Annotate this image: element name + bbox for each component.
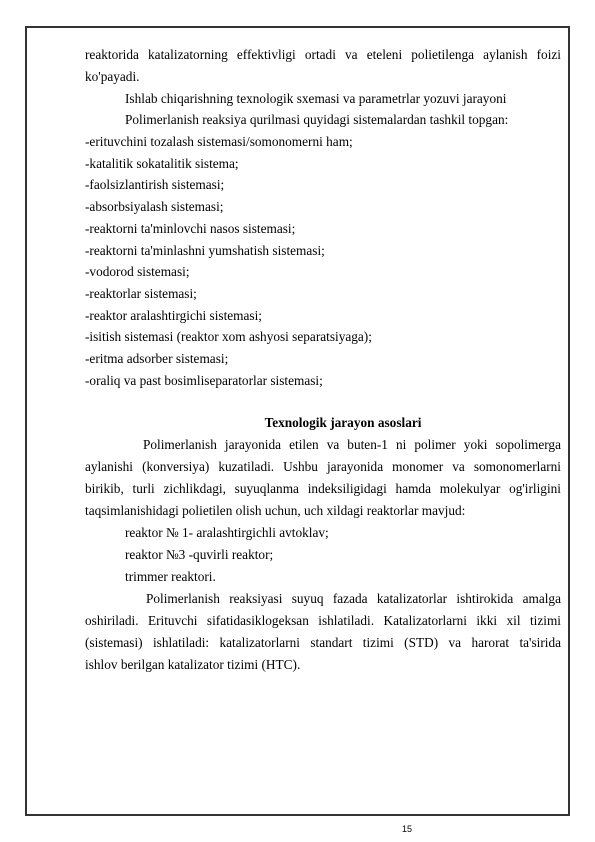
- list-item: -faolsizlantirish sistemasi;: [85, 177, 225, 193]
- reactor-item: reaktor №3 -quvirli reaktor;: [125, 547, 274, 563]
- reactor-item: trimmer reaktori.: [125, 569, 216, 585]
- paragraph-2-line-4: taqsimlanishidagi polietilen olish uchun, uch xildagi reaktorlar mavjud:: [85, 503, 466, 519]
- list-item: -reaktorni ta'minlashni yumshatish sistemasi;: [85, 242, 325, 258]
- list-item: -absorbsiyalash sistemasi;: [85, 199, 224, 215]
- list-item: -erituvchini tozalash sistemasi/somonomerni ham;: [85, 134, 353, 150]
- list-item: -reaktorni ta'minlovchi nasos sistemasi;: [85, 220, 296, 236]
- list-item: -reaktorlar sistemasi;: [85, 285, 197, 301]
- paragraph-3-line-4: ishlov berilgan katalizator tizimi (HTC).: [85, 657, 301, 673]
- section-heading: Texnologik jarayon asoslari: [264, 415, 422, 431]
- list-item: -oraliq va past bosimliseparatorlar sistemasi;: [85, 372, 323, 388]
- list-item: -isitish sistemasi (reaktor xom ashyosi separatsiyaga);: [85, 329, 372, 345]
- list-item: -katalitik sokatalitik sistema;: [85, 155, 239, 171]
- paragraph-1-line-2: ko'payadi.: [85, 69, 140, 84]
- paragraph-3-line-1: Polimerlanish reaksiyasi suyuq fazada katalizatorlar ishtirokida amalga: [146, 591, 561, 607]
- paragraph-3-line-3: (sistemasi) ishlatiladi: katalizatorlarni standart tizimi (STD) va harorat ta'sirida: [85, 635, 561, 651]
- paragraph-2-line-1: Polimerlanish jarayonida etilen va buten-1 ni polimer yoki sopolimerga: [143, 437, 561, 453]
- page-number: 15: [402, 824, 413, 834]
- list-item: -vodorod sistemasi;: [85, 264, 190, 280]
- spacer: [85, 391, 561, 412]
- subheading-systems: Polimerlanish reaksiya qurilmasi quyidagi sistemalardan tashkil topgan:: [125, 112, 509, 128]
- list-item: -eritma adsorber sistemasi;: [85, 350, 229, 366]
- document-body: [85, 44, 561, 676]
- paragraph-2-line-3: birikib, turli zichlikdagi, suyuqlanma indeksiligidagi hamda molekulyar og'irligini: [85, 481, 561, 497]
- paragraph-3-line-2: oshiriladi. Erituvchi sifatidasiklogeksan ishlatiladi. Katalizatorlarni ikki xil tizimi: [85, 613, 561, 629]
- reactor-item: reaktor № 1- aralashtirgichli avtoklav;: [125, 525, 329, 541]
- paragraph-2-line-2: aylanishi (konversiya) kuzatiladi. Ushbu jarayonida monomer va somonomerlarni: [85, 459, 561, 475]
- list-item: -reaktor aralashtirgichi sistemasi;: [85, 307, 262, 323]
- paragraph-1-line-1: reaktorida katalizatorning effektivligi ortadi va eteleni polietilenga aylanish foizi: [85, 47, 561, 62]
- subheading-scheme: Ishlab chiqarishning texnologik sxemasi va parametrlar yozuvi jarayoni: [125, 90, 507, 106]
